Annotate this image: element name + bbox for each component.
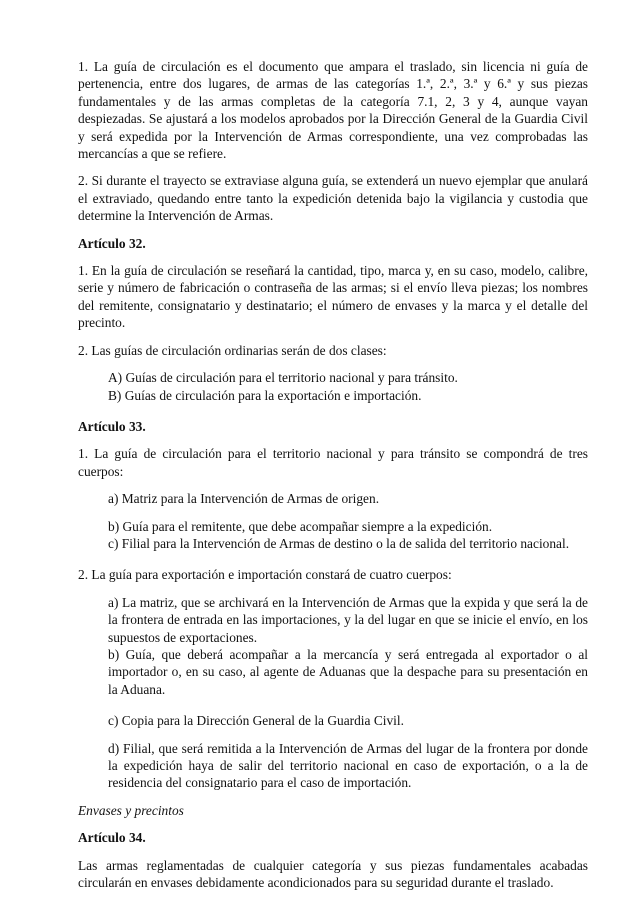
paragraph-envases-armas: Las armas reglamentadas de cualquier categoría y sus piezas fundamentales acabadas circularán en envases debidamente acondicionados para su seguridad durante el traslado.	[78, 857, 588, 891]
paragraph-clases-guias: 2. Las guías de circulación ordinarias serán de dos clases:	[78, 342, 387, 358]
heading-articulo-33: Artículo 33.	[78, 418, 146, 434]
list-item-matriz-archivo: a) La matriz, que se archivará en la Intervención de Armas que la expida y que será la de la frontera de entrada en las importaciones, y la del lugar en que se inicie el envío, en los supuestos de exportaciones.	[108, 594, 588, 645]
list-clases-guias	[108, 369, 588, 404]
list-cuerpos-nacional	[108, 518, 588, 553]
list-cuerpos-exportacion	[108, 594, 588, 698]
list-item-copia-guardia-civil: c) Copia para la Dirección General de la Guardia Civil.	[108, 713, 404, 729]
heading-articulo-34: Artículo 34.	[78, 830, 146, 846]
paragraph-cuerpos-nacional: 1. La guía de circulación para el territorio nacional y para tránsito se compondrá de tres cuerpos:	[78, 446, 588, 479]
heading-articulo-32: Artículo 32.	[78, 235, 146, 251]
list-item-clase-a: A) Guías de circulación para el territorio nacional y para tránsito.	[108, 370, 458, 386]
list-item-matriz-origen: a) Matriz para la Intervención de Armas de origen.	[108, 491, 380, 507]
list-item-clase-b: B) Guías de circulación para la exportación e importación.	[108, 387, 422, 403]
paragraph-guia-extravio: 2. Si durante el trayecto se extraviase alguna guía, se extenderá un nuevo ejemplar que anulará el extraviado, quedando entre tanto la expedición detenida bajo la vigilancia y custodia que determine la Intervención de Armas.	[78, 173, 588, 224]
paragraph-cuerpos-exportacion: 2. La guía para exportación e importación constará de cuatro cuerpos:	[78, 567, 452, 583]
list-item-guia-mercancia: b) Guía, que deberá acompañar a la mercancía y será entregada al exportador o al importador o, en su caso, al agente de Aduanas que la despache para su presentación en la Aduana.	[108, 646, 588, 697]
paragraph-resena-guia: 1. En la guía de circulación se reseñará la cantidad, tipo, marca y, en su caso, modelo, calibre, serie y número de fabricación o contraseña de las armas; si el envío lleva piezas; los nombres del remitente, consignatario y destinatario; el número de envases y la marca y el detalle del precinto.	[78, 263, 588, 331]
list-item-filial-frontera: d) Filial, que será remitida a la Intervención de Armas del lugar de la frontera por donde la expedición haya de salir del territorio nacional en caso de exportación, o a la de residencia del consignatario para el caso de importación.	[108, 740, 588, 791]
paragraph-guia-circulacion-definicion: 1. La guía de circulación es el documento que ampara el traslado, sin licencia ni guía de pertenencia, entre dos lugares, de armas de las categorías 1.ª, 2.ª, 3.ª y 6.ª y sus piezas fundamentales y de las armas completas de la categoría 7.1, 2, 3 y 4, aunque vayan despiezadas. Se ajustará a los modelos aprobados por la Dirección General de la Guardia Civil y será expedida por la Intervención de Armas correspondiente, una vez comprobadas las mercancías a que se refiere.	[78, 59, 588, 162]
list-item-filial-destino: c) Filial para la Intervención de Armas de destino o la de salida del territorio nacional.	[108, 535, 570, 551]
list-item-guia-remitente: b) Guía para el remitente, que debe acompañar siempre a la expedición.	[108, 518, 493, 534]
section-heading-envases-precintos: Envases y precintos	[78, 802, 184, 818]
